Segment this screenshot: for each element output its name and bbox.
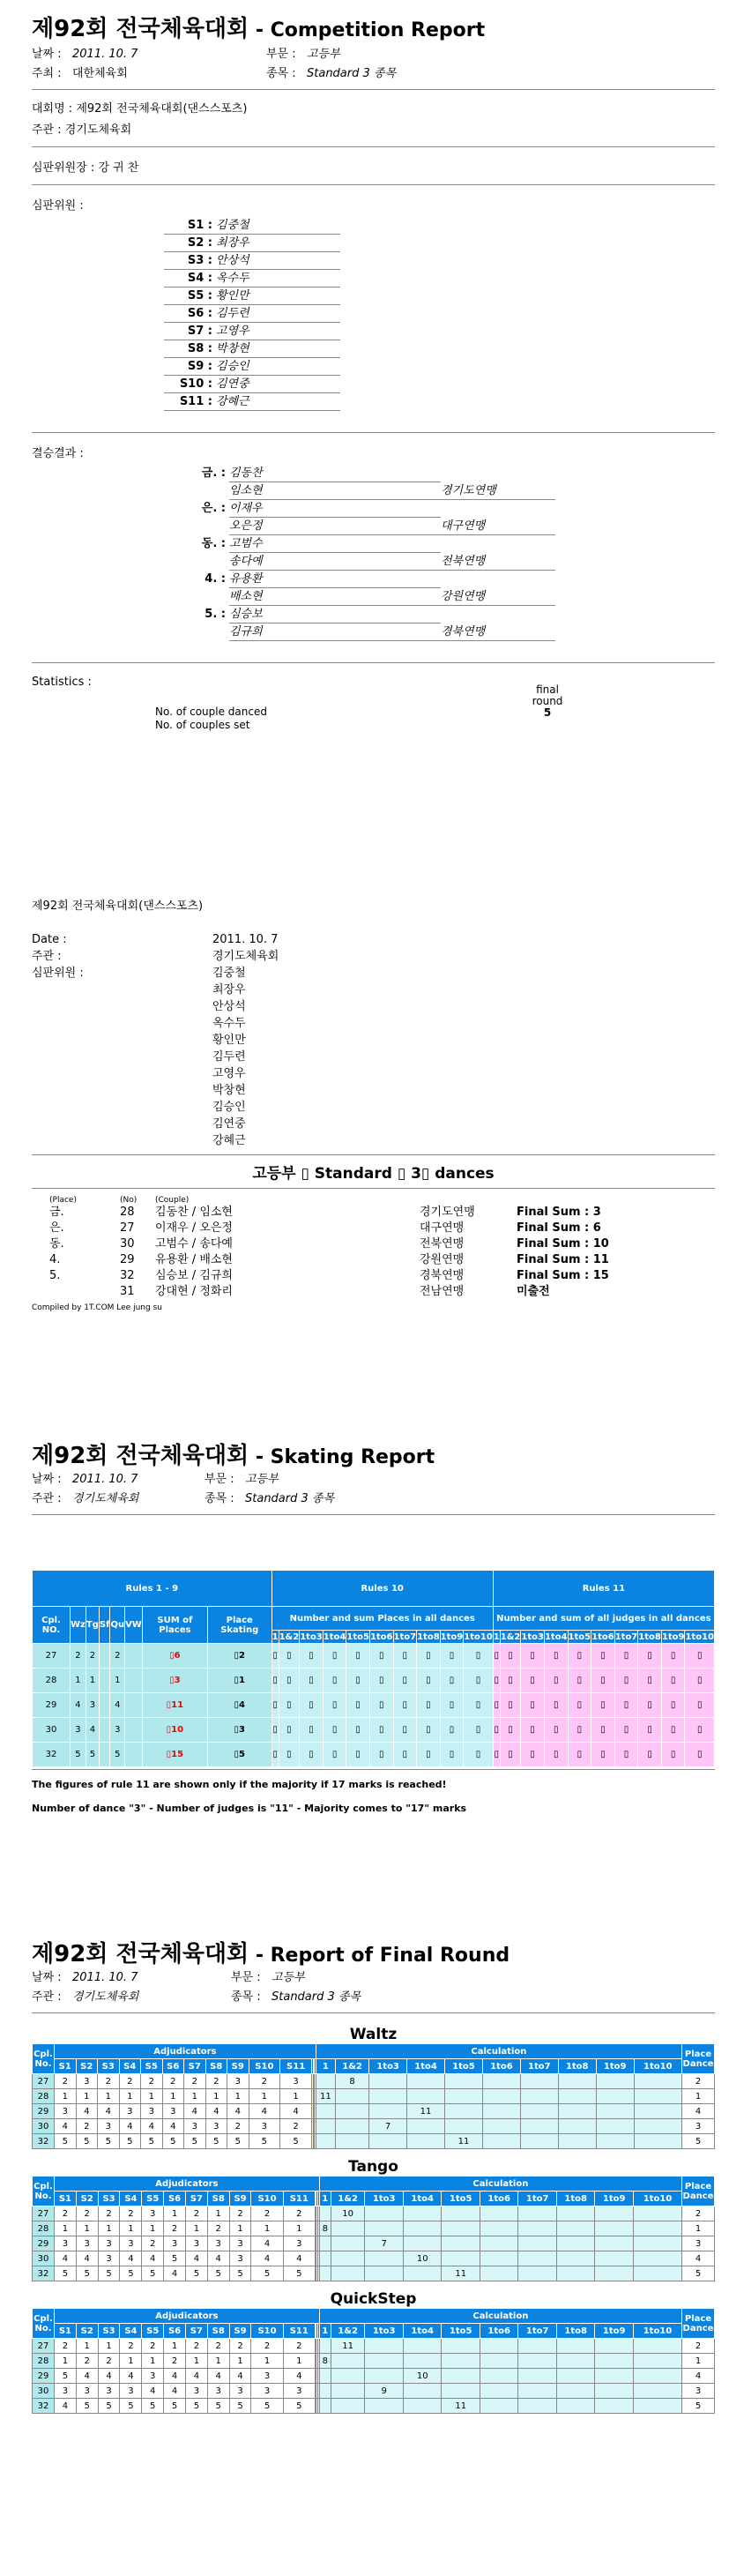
judges-list [164, 217, 715, 411]
judge-id: S9 : [187, 360, 212, 373]
final-row: 28 1 2 2 1 1 2 1 1 1 1 1 8 1 [33, 2354, 715, 2369]
final-title: 제92회 전국체육대회 - Report of Final Round [32, 1941, 510, 1967]
judge-name: 안상석 [216, 254, 249, 267]
final-row: 27 2 2 2 2 3 1 2 1 2 2 2 10 2 [33, 2206, 715, 2221]
summary-judge: 김승인 [212, 1101, 246, 1114]
judge-id: S1 : [187, 219, 212, 232]
skating-report: 제92회 전국체육대회 - Skating Report 날짜 : 2011. 10. 7 부문 : 고등부 주관 : 경기도체육회 종목 : Standard 3 종목 [32, 1437, 715, 1515]
judge-row [164, 270, 340, 287]
judge-id: S6 : [187, 307, 212, 320]
summary-judge: 고영우 [212, 1067, 246, 1080]
judge-row [164, 376, 340, 393]
chief-judge-line: 심판위원장 : 강 귀 찬 [32, 161, 139, 175]
summary-judge: 황인만 [212, 1034, 246, 1047]
summary-judges [212, 965, 279, 1149]
skating-row: 30 3 4 3 ▯10 ▯3 ▯ ▯ ▯ ▯ ▯ ▯ ▯ ▯ ▯ ▯ ▯ ▯ ▯ ▯ ▯ ▯ ▯ ▯ ▯ ▯ [33, 1718, 715, 1743]
judge-name: 박창현 [216, 342, 249, 355]
division-value: 고등부 [307, 48, 340, 61]
final-row: 29 3 3 3 3 2 3 3 3 3 4 3 7 3 [33, 2236, 715, 2251]
judge-id: S3 : [187, 254, 212, 267]
summary-meet: 제92회 전국체육대회(댄스스포츠) [32, 900, 204, 913]
skating-row: 32 5 5 5 ▯15 ▯5 ▯ ▯ ▯ ▯ ▯ ▯ ▯ ▯ ▯ ▯ ▯ ▯ ▯ ▯ ▯ ▯ ▯ ▯ ▯ ▯ [33, 1743, 715, 1767]
result-federation: 경북연맹 [441, 623, 555, 641]
final-row: 27 2 1 1 2 2 1 2 2 2 2 2 11 2 [33, 2339, 715, 2354]
judge-id: S5 : [187, 289, 212, 302]
dance-title: Waltz [349, 2026, 398, 2043]
judge-row [164, 358, 340, 376]
result-row-partner [173, 518, 715, 535]
final-row: 28 1 1 1 1 1 1 1 1 1 1 1 11 1 [33, 2089, 715, 2104]
meet-line: 대회명 : 제92회 전국체육대회(댄스스포츠) [32, 102, 248, 116]
judge-name: 김두련 [216, 307, 249, 320]
division-label: 부문 : [266, 48, 296, 61]
judge-name: 고영우 [216, 325, 249, 338]
judge-name: 최장우 [216, 236, 249, 250]
summary-row: 금. 28 김동찬 / 임소현 경기도연맹 Final Sum : 3 [49, 1206, 601, 1219]
summary-heading: 고등부 ▯ Standard ▯ 3▯ dances [252, 1165, 495, 1183]
result-medal: 동. : [201, 537, 226, 550]
summary-judge: 안상석 [212, 1000, 246, 1013]
result-row [173, 606, 715, 623]
result-medal: 5. : [205, 608, 226, 621]
skating-table: Rules 1 - 9 Rules 10 Rules 11 Cpl. NO. Wz Tg Sf Qu VW SUM of Places Place Skating Number and sum Places in all dances Number and sum of all judges in all dances 1 1&2 1to3 1to4 1to5 1to6 1to7 1to8 1to9 1to10 1 1&2 1to3 1to4 1to5 1to6 1to7 1to8 1to9 1to10 27 2 2 2 ▯6 ▯2 ▯ ▯ ▯ ▯ ▯ ▯ ▯ ▯ ▯ ▯ ▯ ▯ ▯ ▯ ▯ ▯ ▯ ▯ ▯ ▯ 28 1 1 1 ▯3 ▯1 ▯ ▯ ▯ ▯ ▯ ▯ ▯ ▯ ▯ ▯ ▯ ▯ ▯ ▯ ▯ ▯ ▯ ▯ ▯ ▯ 29 4 3 4 ▯11 ▯4 ▯ ▯ ▯ ▯ ▯ ▯ ▯ ▯ ▯ ▯ ▯ ▯ ▯ ▯ ▯ ▯ ▯ ▯ ▯ ▯ 30 3 4 3 ▯10 ▯3 ▯ ▯ ▯ ▯ ▯ ▯ ▯ ▯ ▯ ▯ ▯ ▯ ▯ ▯ ▯ ▯ ▯ ▯ ▯ ▯ 32 5 5 5 ▯15 ▯5 ▯ ▯ ▯ ▯ ▯ ▯ ▯ ▯ ▯ ▯ ▯ ▯ ▯ ▯ ▯ ▯ ▯ ▯ ▯ ▯ [32, 1570, 715, 1767]
result-federation: 강원연맹 [441, 588, 555, 606]
judge-id: S4 : [187, 272, 212, 285]
result-row [173, 571, 715, 588]
dance-title: Tango [348, 2158, 398, 2176]
judge-row [164, 305, 340, 323]
skating-note-1: The figures of rule 11 are shown only if the majority if 17 marks is reached! [32, 1779, 447, 1790]
skating-row: 27 2 2 2 ▯6 ▯2 ▯ ▯ ▯ ▯ ▯ ▯ ▯ ▯ ▯ ▯ ▯ ▯ ▯ ▯ ▯ ▯ ▯ ▯ ▯ ▯ [33, 1644, 715, 1669]
final-table: Cpl. No. Adjudicators Calculation Place Dance S1 S2 S3 S4 S5 S6 S7 S8 S9 S10 S11 1 1&2 1to3 1to4 1to5 1to6 1to7 1to8 1to9 1to10 27 2 2 2 2 3 1 2 1 2 2 2 10 2 28 1 1 1 1 1 2 1 2 1 1 1 8 1 29 3 3 3 3 2 3 3 3 3 4 3 7 3 30 4 4 3 4 4 5 4 4 3 4 4 10 4 32 5 5 5 5 5 4 5 5 5 5 5 11 5 [32, 2176, 715, 2281]
result-name-1: 김동찬 [229, 465, 441, 482]
final-row: 30 4 4 3 4 4 5 4 4 3 4 4 10 4 [33, 2251, 715, 2266]
summary-section: 제92회 전국체육대회(댄스스포츠) Date : 주관 : 심판위원 : 2011. 10. 7 경기도체육회 김중철 최장우 안상석 옥수두 황인만 김두련 고영우 박창현 김승인 김연중 강혜근 고등부 ▯ Standard ▯ 3▯ dances (Place) (No) (Couple) 금. 28 김동찬 / 임소현 경기도연맹 Final Sum : 3 은. 27 이재우 / 오은정 대구연맹 Final Sum : 6 동. 30 고범수 / 송다예 전북연맹 Final Sum : 10 4. 29 유용환 / 배소현 강원연맹 Final Sum : 11 5. 32 심승보 / 김규희 경북연맹 Final Sum : 15 31 강대현 / 정화리 전남연맹 미출전 Compiled by 1T.COM Lee jung su [32, 898, 715, 1312]
judge-row [164, 393, 340, 411]
final-row: 32 5 5 5 5 5 5 5 5 5 5 5 11 5 [33, 2134, 715, 2149]
summary-row: 5. 32 심승보 / 김규희 경북연맹 Final Sum : 15 [49, 1269, 609, 1282]
judge-name: 김승인 [216, 360, 249, 373]
judge-name: 황인만 [216, 289, 249, 302]
judge-row [164, 217, 340, 235]
result-name-2: 임소현 [229, 482, 441, 500]
judges-label: 심판위원 : [32, 199, 84, 213]
event-value: Standard 3 종목 [307, 67, 397, 80]
summary-judge: 최장우 [212, 983, 246, 997]
final-tables [32, 2026, 715, 2414]
summary-org: 경기도체육회 [212, 950, 279, 963]
compiled-by: Compiled by 1T.COM Lee jung su [32, 1303, 162, 1312]
result-name-2: 배소현 [229, 588, 441, 606]
statistics-label: Statistics : [32, 676, 92, 689]
results-label: 결승결과 : [32, 447, 84, 460]
judge-id: S8 : [187, 342, 212, 355]
host-value: 대한체육회 [72, 67, 128, 80]
date-label: 날짜 : [32, 48, 62, 61]
skating-row: 28 1 1 1 ▯3 ▯1 ▯ ▯ ▯ ▯ ▯ ▯ ▯ ▯ ▯ ▯ ▯ ▯ ▯ ▯ ▯ ▯ ▯ ▯ ▯ ▯ [33, 1669, 715, 1693]
result-row-partner [173, 482, 715, 500]
final-table: Cpl. No. Adjudicators Calculation Place Dance S1 S2 S3 S4 S5 S6 S7 S8 S9 S10 S11 1 1&2 1to3 1to4 1to5 1to6 1to7 1to8 1to9 1to10 27 2 3 2 2 2 2 2 2 3 2 3 8 2 28 1 1 1 1 1 1 1 1 1 1 1 11 1 29 3 4 4 3 3 3 4 4 4 4 4 11 4 30 4 2 3 4 4 4 3 3 2 3 2 7 3 32 5 5 5 5 5 5 5 5 5 5 5 11 5 [32, 2043, 715, 2149]
skating-table-wrap [32, 1570, 715, 1814]
judge-name: 강혜근 [216, 395, 249, 408]
skating-note-2: Number of dance "3" - Number of judges is "11" - Majority comes to "17" marks [32, 1803, 467, 1814]
judge-name: 김중철 [216, 219, 249, 232]
summary-judge: 옥수두 [212, 1017, 246, 1030]
summary-row: 동. 30 고범수 / 송다예 전북연맹 Final Sum : 10 [49, 1237, 609, 1251]
result-federation: 경기도연맹 [441, 482, 555, 500]
result-name-2: 김규희 [229, 623, 441, 641]
final-round-report: 제92회 전국체육대회 - Report of Final Round 날짜 : 2011. 10. 7 부문 : 고등부 주관 : 경기도체육회 종목 : Standard 3 종목 Waltz Cpl. No. Adjudicators Calculation Place Dance S1 S2 S3 S4 S5 S6 S7 S8 S9 S10 S11 1 1&2 1to3 1to4 1to5 1to6 1to7 1to8 1to9 1to10 27 2 3 2 2 2 2 2 2 3 2 3 8 2 28 1 1 1 1 1 1 1 1 1 1 1 11 1 29 3 4 4 3 3 3 4 4 4 4 4 11 4 30 4 2 3 4 4 4 3 3 2 3 2 7 3 32 5 5 5 5 5 5 5 5 5 5 5 11 5 Tango Cpl. No. Adjudicators Calculation Place Dance S1 S2 S3 S4 S5 S6 S7 S8 S9 S10 S11 1 1&2 1to3 1to4 1to5 1to6 1to7 1to8 1to9 1to10 27 2 2 2 2 3 1 2 1 2 2 2 10 2 28 1 1 1 1 1 2 1 2 1 1 1 8 1 29 3 3 3 3 2 3 3 3 3 4 3 7 3 30 4 4 3 4 4 5 4 4 3 4 4 10 4 32 5 5 5 5 5 4 5 5 5 5 5 11 5 QuickStep Cpl. No. Adjudicators Calculation Place Dance S1 S2 S3 S4 S5 S6 S7 S8 S9 S10 S11 1 1&2 1to3 1to4 1to5 1to6 1to7 1to8 1to9 1to10 27 2 1 1 2 2 1 2 2 2 2 2 11 2 28 1 2 2 1 1 2 1 1 1 1 1 8 1 29 5 4 4 4 3 4 4 4 4 3 4 10 4 30 3 3 3 3 4 4 3 3 3 3 3 9 3 32 4 5 5 5 5 5 5 5 5 5 5 11 5 [32, 1936, 715, 2414]
date-value: 2011. 10. 7 [72, 48, 138, 61]
host-label: 주최 : [32, 67, 62, 80]
final-row: 32 4 5 5 5 5 5 5 5 5 5 5 11 5 [33, 2399, 715, 2414]
summary-row: 4. 29 유용환 / 배소현 강원연맹 Final Sum : 11 [49, 1253, 609, 1266]
result-name-2: 송다예 [229, 553, 441, 571]
event-label: 종목 : [266, 67, 296, 80]
result-federation: 전북연맹 [441, 553, 555, 571]
summary-judge: 김중철 [212, 967, 246, 980]
result-row-partner [173, 623, 715, 641]
result-name-1: 이재우 [229, 500, 441, 518]
results-list [173, 465, 715, 641]
result-name-1: 고범수 [229, 535, 441, 553]
result-row [173, 535, 715, 553]
summary-judge: 김연중 [212, 1117, 246, 1131]
summary-row: 31 강대현 / 정화리 전남연맹 미출전 [120, 1285, 550, 1298]
result-name-2: 오은정 [229, 518, 441, 535]
final-row: 29 3 4 4 3 3 3 4 4 4 4 4 11 4 [33, 2104, 715, 2119]
result-row-partner [173, 553, 715, 571]
summary-date: 2011. 10. 7 [212, 933, 279, 946]
summary-judge: 박창현 [212, 1084, 246, 1097]
result-medal: 은. : [201, 502, 226, 515]
result-name-1: 심승보 [229, 606, 441, 623]
final-row: 32 5 5 5 5 5 4 5 5 5 5 5 11 5 [33, 2266, 715, 2281]
result-name-1: 유용환 [229, 571, 441, 588]
judge-name: 옥수두 [216, 272, 249, 285]
summary-rows [32, 1205, 715, 1300]
judge-row [164, 252, 340, 270]
result-row-partner [173, 588, 715, 606]
judge-name: 김연중 [216, 377, 249, 391]
competition-report [32, 11, 715, 746]
competition-title: 제92회 전국체육대회 - Competition Report [32, 16, 486, 42]
result-medal: 금. : [201, 467, 226, 480]
result-medal: 4. : [205, 572, 226, 586]
judge-id: S10 : [179, 377, 212, 391]
final-row: 27 2 3 2 2 2 2 2 2 3 2 3 8 2 [33, 2074, 715, 2089]
final-row: 28 1 1 1 1 1 2 1 2 1 1 1 8 1 [33, 2221, 715, 2236]
judge-id: S11 : [179, 395, 212, 408]
judge-row [164, 235, 340, 252]
result-federation: 대구연맹 [441, 518, 555, 535]
result-row [173, 465, 715, 482]
final-row: 29 5 4 4 4 3 4 4 4 4 3 4 10 4 [33, 2369, 715, 2384]
summary-row: 은. 27 이재우 / 오은정 대구연맹 Final Sum : 6 [49, 1221, 601, 1235]
summary-judge: 김두련 [212, 1050, 246, 1064]
judge-id: S7 : [187, 325, 212, 338]
judge-id: S2 : [187, 236, 212, 250]
organizer-line: 주관 : 경기도체육회 [32, 123, 132, 137]
judge-row [164, 340, 340, 358]
dance-title: QuickStep [330, 2290, 417, 2308]
final-row: 30 3 3 3 3 4 4 3 3 3 3 3 9 3 [33, 2384, 715, 2399]
final-table: Cpl. No. Adjudicators Calculation Place Dance S1 S2 S3 S4 S5 S6 S7 S8 S9 S10 S11 1 1&2 1to3 1to4 1to5 1to6 1to7 1to8 1to9 1to10 27 2 1 1 2 2 1 2 2 2 2 2 11 2 28 1 2 2 1 1 2 1 1 1 1 1 8 1 29 5 4 4 4 3 4 4 4 4 3 4 10 4 30 3 3 3 3 4 4 3 3 3 3 3 9 3 32 4 5 5 5 5 5 5 5 5 5 5 11 5 [32, 2308, 715, 2414]
judge-row [164, 323, 340, 340]
final-row: 30 4 2 3 4 4 4 3 3 2 3 2 7 3 [33, 2119, 715, 2134]
statistics-block: final round 5 No. of couple danced No. of couples set [155, 683, 563, 731]
summary-judge: 강혜근 [212, 1134, 246, 1147]
judge-row [164, 287, 340, 305]
skating-row: 29 4 3 4 ▯11 ▯4 ▯ ▯ ▯ ▯ ▯ ▯ ▯ ▯ ▯ ▯ ▯ ▯ ▯ ▯ ▯ ▯ ▯ ▯ ▯ ▯ [33, 1693, 715, 1718]
result-row [173, 500, 715, 518]
skating-title: 제92회 전국체육대회 - Skating Report [32, 1443, 435, 1469]
